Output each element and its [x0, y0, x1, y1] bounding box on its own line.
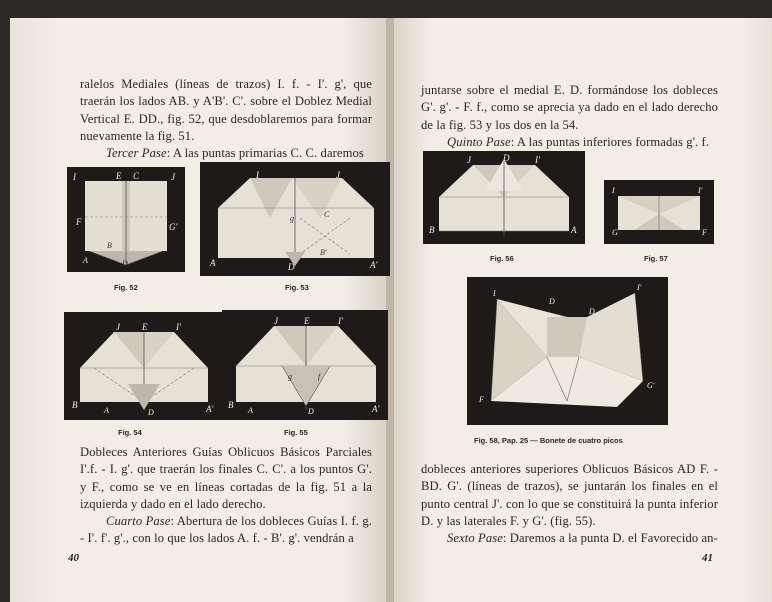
- caption-fig-56: Fig. 56: [490, 254, 514, 263]
- figure-54-photo: [64, 312, 222, 420]
- figure-55-photo: [222, 310, 388, 420]
- right-paragraph-2: Quinto Pase: A las puntas inferiores formadas g'. f.: [447, 134, 710, 149]
- fig56-letter-a: A: [571, 225, 577, 235]
- fig53-letter-a: A: [210, 258, 216, 268]
- figure-53-photo: [200, 162, 390, 276]
- fig52-letter-e: E: [116, 171, 122, 181]
- fig55-letter-b: B: [228, 400, 234, 410]
- right-paragraph-3: dobleces anteriores superiores Oblicuos Básicos AD F. - BD. G'. (líneas de trazos), se juntarán los finales en el punto central J'. con lo que se constituirá la punta inferior D. y las laterales F. y G'. (fig. 55). Sexto Pase: Daremos a la punta D. el Favorecido an-: [421, 461, 718, 547]
- fig57-letter-g: G: [612, 228, 618, 237]
- figure-56-photo: [423, 151, 585, 244]
- fig57-letter-i2: I': [698, 186, 703, 195]
- fig58-letter-f: F: [479, 395, 484, 404]
- fig57-letter-f: F: [702, 228, 707, 237]
- tercer-pase-label: Tercer Pase: [106, 146, 167, 161]
- fig52-letter-f: F: [76, 217, 82, 227]
- caption-fig-54: Fig. 54: [118, 428, 142, 437]
- fig55-letter-f: f: [318, 372, 321, 381]
- fig58-letter-i: I: [493, 289, 496, 298]
- fig58-letter-i2: I': [637, 283, 642, 292]
- fig53-letter-d: D: [288, 262, 295, 272]
- figure-57-photo: [604, 180, 714, 244]
- fig55-letter-i: I': [338, 316, 343, 326]
- fig58-letter-g: G': [647, 381, 655, 390]
- left-paragraph-1: ralelos Mediales (líneas de trazos) I. f. - I'. g', que traerán los lados AB. y A'B'. C'. sobre el Doblez Medial Vertical E. DD., fig. 52, que desdoblaremos para formar nuevamente la fig. 51. Tercer Pase: A las puntas primarias C. C. daremos: [80, 76, 372, 162]
- fig52-letter-d: D: [122, 259, 128, 268]
- fig53-letter-i: I: [256, 170, 259, 180]
- fig55-letter-e: E: [304, 316, 310, 326]
- fig55-letter-d: D: [308, 407, 314, 416]
- fig55-letter-a2: A': [372, 404, 380, 414]
- caption-fig-57: Fig. 57: [644, 254, 668, 263]
- quinto-pase-label: Quinto Pase: [447, 134, 511, 149]
- fig52-letter-g: G': [169, 222, 178, 232]
- fig53-letter-c: C: [324, 210, 330, 219]
- fig56-letter-i: I': [535, 155, 540, 165]
- fig56-letter-j: J: [467, 155, 471, 165]
- fig53-letter-a2: A': [370, 260, 378, 270]
- fig54-letter-e: E: [142, 322, 148, 332]
- fig53-letter-j: J: [336, 170, 340, 180]
- fig55-letter-g: g: [288, 372, 292, 381]
- sexto-pase-label: Sexto Pase: [447, 531, 503, 546]
- caption-fig-52: Fig. 52: [114, 283, 138, 292]
- fig54-letter-d: D: [148, 408, 154, 417]
- fig54-letter-b: B: [72, 400, 78, 410]
- fig53-letter-b: B': [320, 248, 327, 257]
- fig58-letter-d2: D: [589, 307, 595, 316]
- fig52-letter-b: B: [107, 241, 112, 250]
- left-page-number: 40: [68, 552, 79, 564]
- right-paragraph-1: juntarse sobre el medial E. D. formándose los dobleces G'. g'. - F. f., como se aprecia ya dado en el lado derecho de la fig. 53 y los dos en la 54. Quinto Pase: A las puntas inferiores formadas g'. f.: [421, 82, 718, 151]
- left-paragraph-2: Tercer Pase: A las puntas primarias C. C. daremos: [106, 146, 364, 161]
- fig54-letter-j: J: [116, 322, 120, 332]
- fig52-letter-i: I: [73, 172, 76, 182]
- fig55-letter-j: J: [274, 316, 278, 326]
- caption-fig-53: Fig. 53: [285, 283, 309, 292]
- fig55-letter-a: A: [248, 406, 253, 415]
- fig52-letter-a: A: [83, 256, 88, 265]
- fig56-letter-b: B: [429, 225, 435, 235]
- figure-58-photo: [467, 277, 668, 425]
- fig54-letter-i: I': [176, 322, 181, 332]
- left-paragraph-3: Dobleces Anteriores Guías Oblicuos Básicos Parciales I'.f. - I. g'. que traerán los finales C. C'. a los puntos G'. y F., como se ve en líneas cortadas de la fig. 51 a la izquierda y dado en el lado derecho. Cuarto Pase: Abertura de los dobleces Guías I. f. g. - I'. f'. g'., con lo que los lados A. f. - B'. g'. vendrán a: [80, 444, 372, 548]
- fig52-letter-j: J: [171, 172, 175, 182]
- fig53-letter-g: g: [290, 214, 294, 223]
- fig58-letter-d: D: [549, 297, 555, 306]
- fig54-letter-a: A: [104, 406, 109, 415]
- right-paragraph-4: Sexto Pase: Daremos a la punta D. el Favorecido an-: [447, 531, 718, 546]
- caption-fig-58: Fig. 58, Pap. 25 — Bonete de cuatro picos: [474, 436, 623, 445]
- fig54-letter-a2: A': [206, 404, 214, 414]
- caption-fig-55: Fig. 55: [284, 428, 308, 437]
- figure-52-photo: [67, 167, 185, 272]
- cuarto-pase-label: Cuarto Pase: [106, 514, 171, 529]
- fig52-letter-c: C: [133, 171, 140, 181]
- left-paragraph-4: Cuarto Pase: Abertura de los dobleces Guías I. f. g. - I'. f'. g'., con lo que los lados A. f. - B'. g'. vendrán a: [80, 514, 372, 546]
- fig57-letter-i: I: [612, 186, 615, 195]
- fig56-letter-d: D: [503, 153, 510, 163]
- right-page-number: 41: [702, 552, 713, 564]
